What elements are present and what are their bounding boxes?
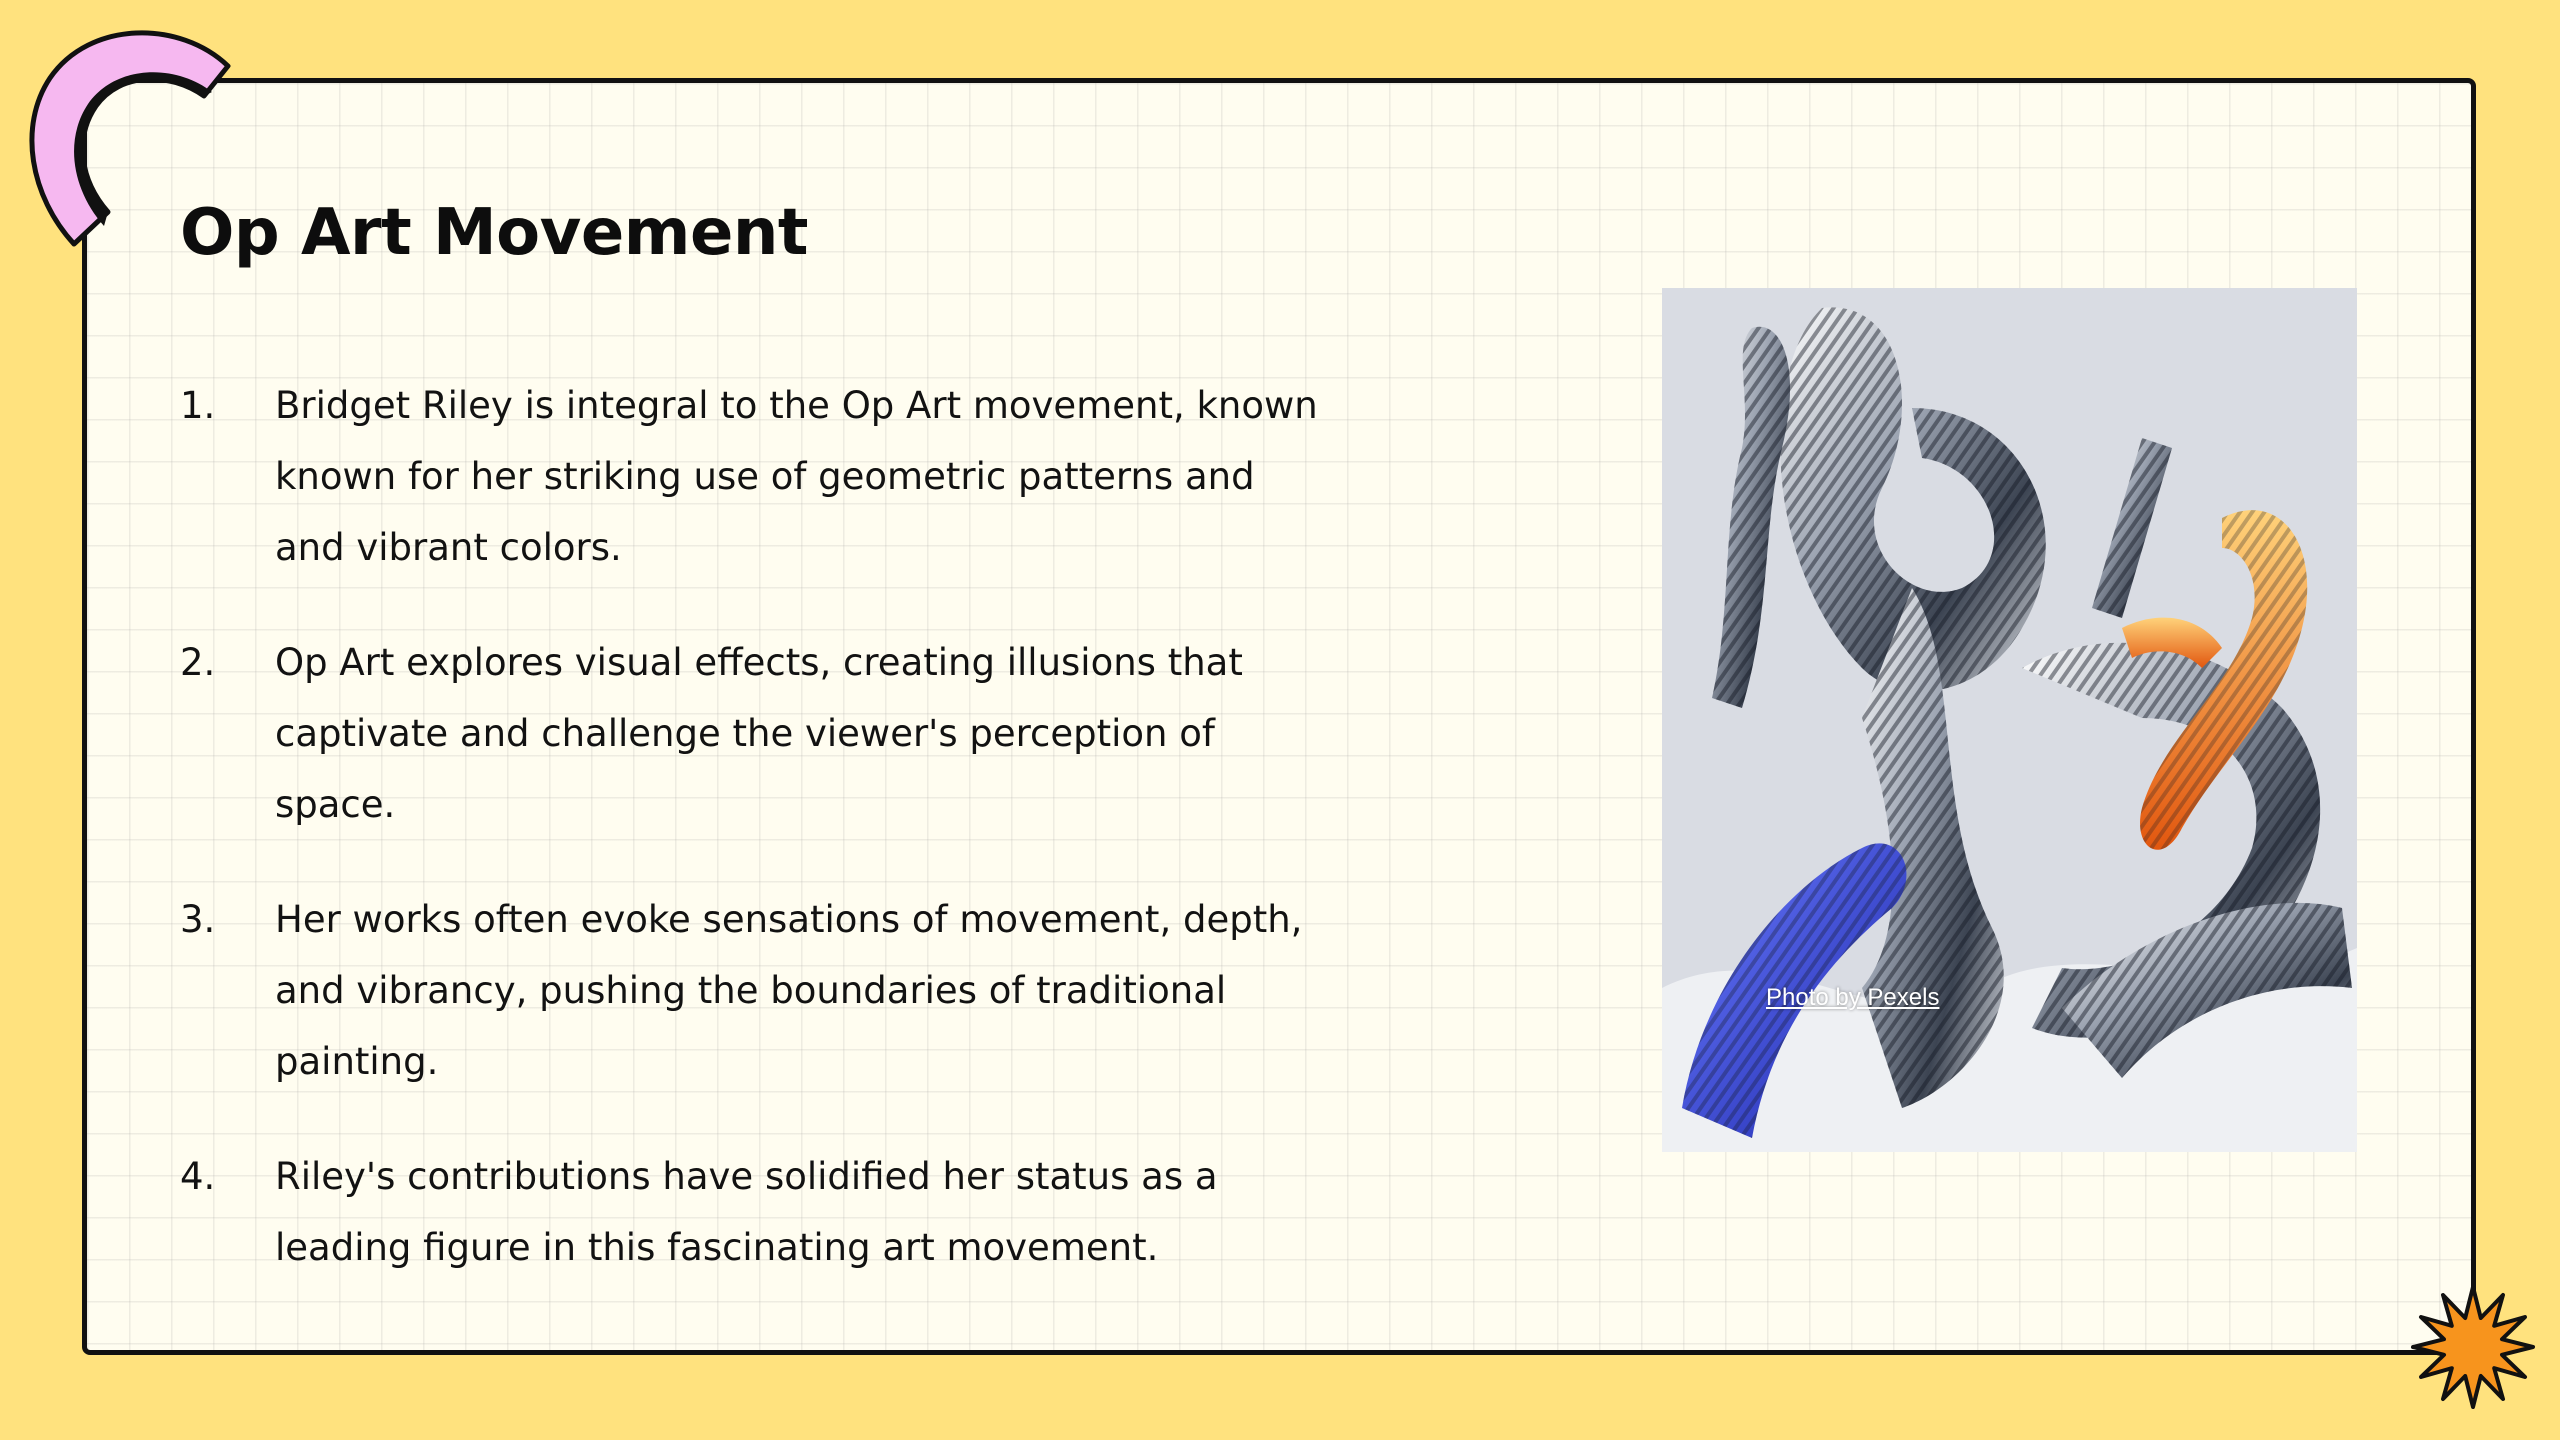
list-item	[180, 627, 1320, 840]
page-title: Op Art Movement	[180, 196, 808, 270]
sculpture-image	[1662, 288, 2357, 1152]
list-text: Op Art explores visual effects, creating illusions that captivate and challenge the viewer's perception of space.	[275, 641, 1243, 826]
list-number: 1.	[180, 384, 216, 427]
photo-credit-link[interactable]: Photo by Pexels	[1766, 984, 1940, 1011]
list-number: 3.	[180, 898, 216, 941]
list-text: Bridget Riley is integral to the Op Art movement, known known for her striking use of geometric patterns and and vibrant colors.	[275, 384, 1318, 569]
list-item	[180, 1141, 1320, 1283]
list-number: 2.	[180, 641, 216, 684]
bullet-list	[180, 370, 1320, 1327]
list-text: Riley's contributions have solidified her status as a leading figure in this fascinating art movement.	[275, 1155, 1218, 1269]
list-item	[180, 884, 1320, 1097]
list-number: 4.	[180, 1155, 216, 1198]
orange-starburst-icon	[2408, 1282, 2538, 1412]
list-text: Her works often evoke sensations of movement, depth, and vibrancy, pushing the boundaries of traditional painting.	[275, 898, 1303, 1083]
list-item	[180, 370, 1320, 583]
op-art-photo	[1662, 288, 2357, 1152]
